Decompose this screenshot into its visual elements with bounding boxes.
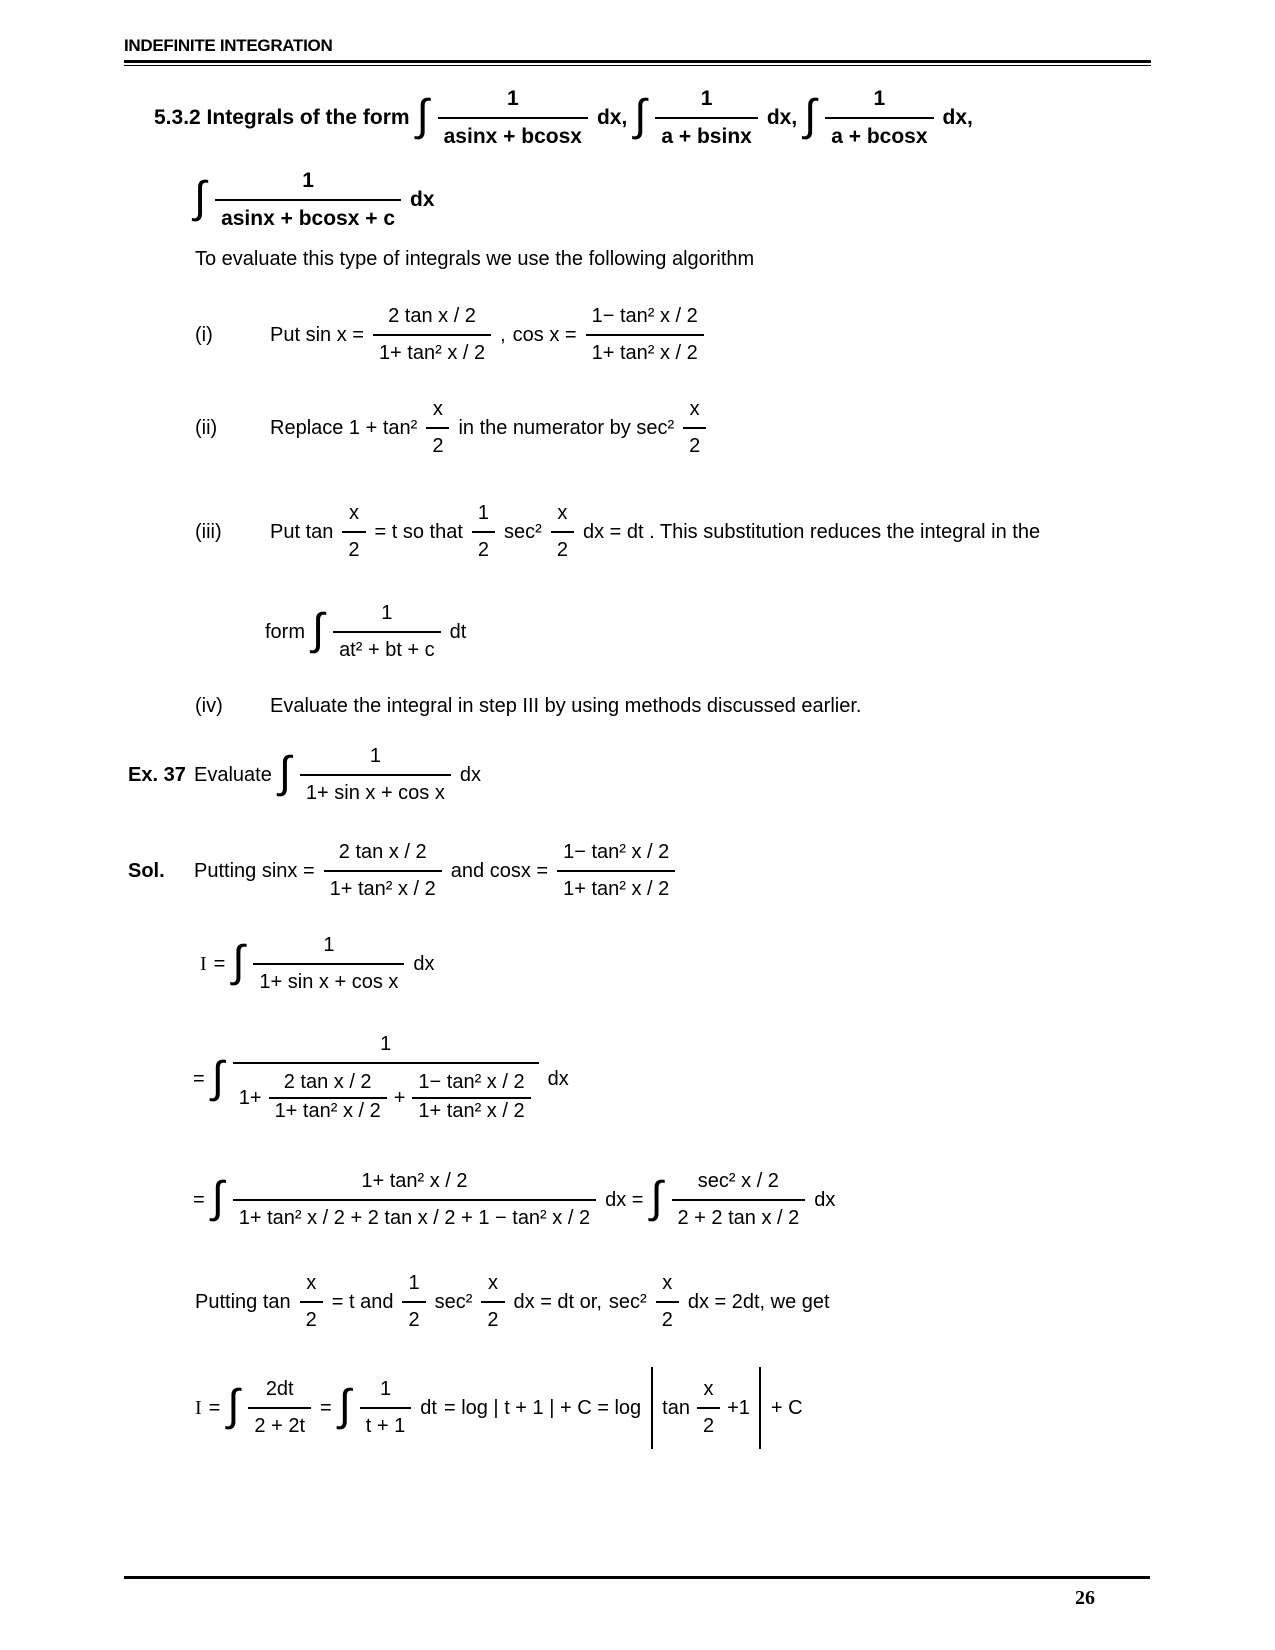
solution-text: and cosx = — [450, 859, 549, 882]
fraction — [373, 304, 491, 366]
text: Putting tan — [195, 1290, 291, 1313]
integral-sign: ∫ — [312, 605, 325, 655]
fraction-denominator: 1+ tan² x / 2 — [591, 342, 698, 364]
variable-I: I — [200, 952, 207, 975]
fraction-denominator: 2 — [661, 1309, 673, 1331]
fraction-numerator: 1 — [333, 601, 441, 633]
text: dx = dt or, — [513, 1290, 602, 1313]
fraction — [697, 1377, 720, 1439]
fraction-numerator: x — [342, 501, 365, 533]
integral-sign: ∫ — [211, 1173, 224, 1223]
fraction-denominator: 2 — [556, 539, 568, 561]
integral-sign: ∫ — [211, 1052, 224, 1102]
step-text: Put sin x = — [270, 323, 364, 346]
equals-sign: = — [320, 1396, 332, 1419]
fraction-denominator: 2 — [432, 435, 444, 457]
fraction-numerator: 1− tan² x / 2 — [412, 1070, 530, 1099]
equation-line-2 — [193, 1032, 1151, 1127]
fraction-numerator: 1 — [300, 744, 451, 776]
fraction-numerator: x — [656, 1271, 679, 1303]
dx-label: dx, — [596, 106, 628, 129]
fraction — [300, 744, 451, 806]
intro-paragraph: To evaluate this type of integrals we use the following algorithm — [195, 248, 755, 270]
variable-I: I — [195, 1396, 202, 1419]
dx-label: dx — [459, 763, 481, 786]
fraction-numerator: x — [551, 501, 574, 533]
fraction — [360, 1377, 411, 1439]
fraction-denominator: asinx + bcosx — [443, 125, 582, 148]
nested-fraction — [233, 1032, 539, 1127]
fraction-denominator: t + 1 — [365, 1415, 406, 1437]
integral-sign: ∫ — [227, 1381, 240, 1431]
integral-sign: ∫ — [634, 91, 647, 141]
text: tan — [662, 1396, 690, 1419]
example-37 — [128, 744, 1151, 806]
integral-sign: ∫ — [804, 91, 817, 141]
equation-line-3 — [193, 1169, 1151, 1231]
fraction — [586, 304, 704, 366]
substitution-line — [195, 1271, 1151, 1333]
fraction-denominator: 1+ tan² x / 2 — [378, 342, 486, 364]
example-label: Ex. 37 — [128, 763, 186, 786]
fraction-denominator: 2 — [408, 1309, 420, 1331]
fraction-denominator: 1+ tan² x / 2 — [274, 1100, 381, 1122]
step-text: in the numerator by sec² — [458, 416, 675, 439]
step-text: cos x = — [512, 323, 577, 346]
dx-label: dx — [547, 1068, 569, 1090]
absolute-value-bars — [651, 1367, 761, 1449]
algorithm-step-i — [195, 304, 1151, 366]
text: sec² — [608, 1290, 647, 1313]
integral-sign: ∫ — [650, 1173, 663, 1223]
page-header — [124, 36, 1151, 66]
fraction-numerator: 1 — [825, 86, 933, 119]
fraction — [426, 397, 449, 459]
page-footer — [124, 1576, 1150, 1610]
fraction — [557, 840, 675, 902]
fraction-denominator: 1+ tan² x / 2 — [563, 878, 670, 900]
fraction-numerator: x — [300, 1271, 323, 1303]
fraction-numerator: 1− tan² x / 2 — [586, 304, 704, 336]
form-label: form — [265, 620, 305, 643]
text: dx = 2dt, we get — [687, 1290, 830, 1313]
fraction — [300, 1271, 323, 1333]
fraction-numerator: 1 — [360, 1377, 411, 1409]
fraction-numerator: x — [481, 1271, 504, 1303]
fraction — [342, 501, 365, 563]
inner-fraction — [269, 1070, 387, 1126]
fraction-numerator: 1− tan² x / 2 — [557, 840, 675, 872]
step-label: (ii) — [195, 416, 218, 439]
equals-sign: = — [193, 1188, 205, 1211]
fraction-denominator: 2 — [305, 1309, 317, 1331]
integral-sign: ∫ — [278, 748, 291, 798]
fraction-numerator: 1 — [655, 86, 757, 119]
fraction-denominator — [233, 1064, 539, 1127]
equals-sign: = — [208, 1396, 221, 1419]
page-number: 26 — [1075, 1587, 1095, 1609]
section-heading — [154, 86, 1151, 150]
fraction — [656, 1271, 679, 1333]
fraction-numerator: 2 tan x / 2 — [269, 1070, 387, 1099]
integral-sign: ∫ — [194, 173, 207, 223]
dt-label: dt — [449, 620, 467, 643]
fraction-denominator: 2 — [689, 435, 701, 457]
fraction-numerator: x — [426, 397, 449, 429]
dt-label: dt — [420, 1396, 437, 1419]
step-text: dx = dt . This substitution reduces the integral in the — [582, 520, 1041, 543]
step-label: (iv) — [195, 695, 223, 717]
footer-rule — [124, 1576, 1150, 1579]
dx-equals: dx = — [605, 1188, 644, 1211]
step-text: Replace 1 + tan² — [270, 416, 418, 439]
step-label: (i) — [195, 323, 213, 346]
section-title: 5.3.2 Integrals of the form — [154, 106, 410, 129]
fraction-denominator: 1+ tan² x / 2 — [418, 1100, 525, 1122]
solution-text: Putting sinx = — [194, 859, 315, 882]
fraction — [551, 501, 574, 563]
fraction — [248, 1377, 311, 1439]
fraction-denominator: asinx + bcosx + c — [221, 207, 395, 230]
solution-label: Sol. — [128, 859, 165, 882]
fraction-denominator: 2 — [477, 539, 490, 561]
form-display — [265, 601, 1151, 663]
fraction-numerator: 2dt — [248, 1377, 311, 1409]
integral-sign: ∫ — [338, 1381, 351, 1431]
fraction-numerator: x — [683, 397, 706, 429]
fraction — [233, 1169, 596, 1231]
plus-C: + C — [770, 1396, 803, 1419]
integral-sign: ∫ — [416, 91, 429, 141]
step-text: sec² — [504, 520, 542, 543]
fraction-numerator: 1+ tan² x / 2 — [233, 1169, 596, 1201]
equals-sign: = — [193, 1068, 205, 1090]
fraction — [402, 1271, 425, 1333]
text: = t and — [331, 1290, 394, 1313]
fraction — [655, 86, 757, 150]
fraction — [333, 601, 441, 663]
fraction-denominator: 2 — [487, 1309, 499, 1331]
fraction — [683, 397, 706, 459]
fraction-numerator: 1 — [233, 1032, 539, 1064]
dx-label: dx — [413, 952, 435, 975]
fraction-numerator: 1 — [402, 1271, 425, 1303]
fraction-denominator: 1+ tan² x / 2 — [329, 878, 436, 900]
equation-line-1 — [200, 933, 1151, 995]
fraction — [672, 1169, 806, 1231]
fraction — [825, 86, 933, 150]
algorithm-step-iv — [195, 695, 1151, 718]
den-text: 1+ — [238, 1086, 262, 1109]
header-rule-thin — [124, 65, 1151, 66]
fraction-denominator: 2 — [348, 539, 360, 561]
comma: , — [500, 323, 506, 346]
step-text: Put tan — [270, 520, 334, 543]
fraction-denominator: 1+ tan² x / 2 + 2 tan x / 2 + 1 − tan² x / 2 — [238, 1207, 591, 1229]
fraction-numerator: 1 — [472, 501, 495, 533]
step-text: Evaluate the integral in step III by using methods discussed earlier. — [270, 695, 862, 717]
fraction-denominator: at² + bt + c — [339, 639, 435, 661]
fraction-denominator: 1+ sin x + cos x — [259, 971, 399, 993]
algorithm-step-ii — [195, 397, 1151, 459]
equals-sign: = — [213, 952, 226, 975]
fraction — [253, 933, 404, 995]
text: +1 — [727, 1396, 750, 1419]
log-expression: = log | t + 1 | + C = log — [443, 1396, 642, 1419]
dx-label: dx — [410, 188, 435, 211]
fraction-numerator: x — [697, 1377, 720, 1409]
fraction — [472, 501, 495, 563]
form-integral-4 — [194, 168, 1151, 232]
result-line — [195, 1367, 1151, 1449]
fraction-numerator: 1 — [215, 168, 401, 201]
solution-line — [128, 840, 1151, 902]
fraction — [438, 86, 588, 150]
fraction — [481, 1271, 504, 1333]
fraction-denominator: a + bcosx — [831, 125, 928, 148]
integral-sign: ∫ — [232, 937, 245, 987]
fraction-denominator: 2 + 2 tan x / 2 — [677, 1207, 800, 1229]
dx-label: dx, — [766, 106, 798, 129]
step-label: (iii) — [195, 520, 222, 543]
fraction-numerator: 2 tan x / 2 — [373, 304, 491, 336]
dx-label: dx — [814, 1188, 836, 1211]
fraction-denominator: 2 + 2t — [254, 1415, 306, 1437]
header-title: INDEFINITE INTEGRATION — [124, 36, 333, 55]
fraction-numerator: 1 — [438, 86, 588, 119]
fraction — [215, 168, 401, 232]
fraction-denominator: 2 — [702, 1415, 715, 1437]
plus-sign: + — [393, 1086, 406, 1109]
header-rule — [124, 60, 1151, 63]
step-text: = t so that — [374, 520, 463, 543]
dx-label: dx, — [942, 106, 973, 129]
example-text: Evaluate — [194, 763, 272, 786]
inner-fraction — [412, 1070, 530, 1126]
fraction — [324, 840, 442, 902]
fraction-numerator: 1 — [253, 933, 404, 965]
fraction-denominator: 1+ sin x + cos x — [305, 782, 445, 804]
fraction-numerator: sec² x / 2 — [672, 1169, 806, 1201]
text: sec² — [434, 1290, 473, 1313]
algorithm-step-iii — [195, 501, 1151, 563]
fraction-denominator: a + bsinx — [661, 125, 752, 148]
fraction-numerator: 2 tan x / 2 — [324, 840, 442, 872]
